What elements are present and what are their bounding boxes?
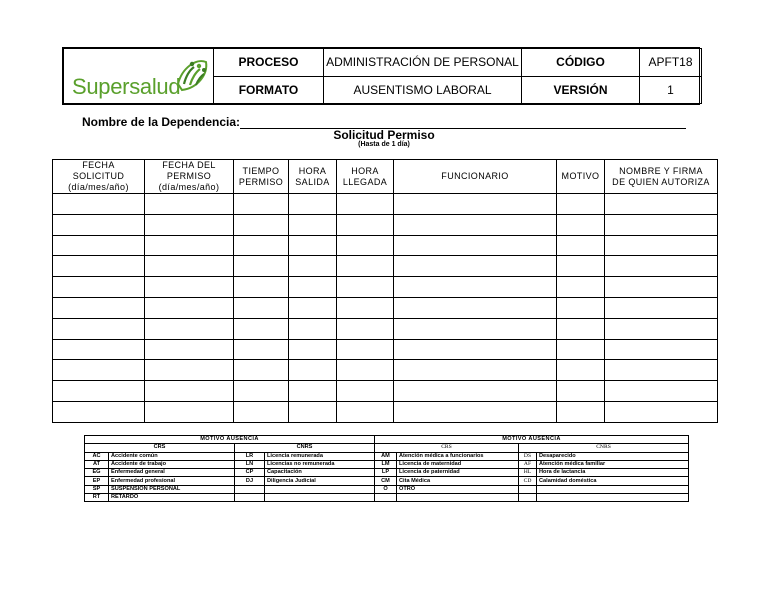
table-row (53, 339, 718, 360)
logo-text: Supersalud (72, 74, 181, 99)
table-cell[interactable] (145, 360, 234, 381)
table-cell[interactable] (53, 194, 145, 215)
column-header-line: (día/mes/año) (68, 182, 129, 192)
column-header-line: LLEGADA (342, 176, 388, 187)
table-cell[interactable] (605, 318, 718, 339)
table-cell[interactable] (605, 214, 718, 235)
table-cell[interactable] (337, 235, 394, 256)
table-cell[interactable] (337, 214, 394, 235)
legend-code: LN (235, 460, 265, 468)
legend-table (84, 435, 689, 502)
table-cell[interactable] (145, 381, 234, 402)
proceso-value: ADMINISTRACIÓN DE PERSONAL (324, 49, 522, 77)
table-cell[interactable] (234, 297, 289, 318)
legend-code: DS (519, 452, 537, 460)
table-cell[interactable] (289, 277, 337, 298)
table-cell[interactable] (145, 297, 234, 318)
table-cell[interactable] (53, 277, 145, 298)
legend-description: Licencia de paternidad (397, 469, 519, 477)
table-cell[interactable] (145, 214, 234, 235)
table-header-row (53, 160, 718, 194)
table-cell[interactable] (394, 401, 557, 422)
legend-row (85, 477, 689, 485)
table-row (53, 235, 718, 256)
table-cell[interactable] (557, 339, 605, 360)
dependency-label: Nombre de la Dependencia: (82, 115, 241, 129)
legend-description: Desaparecido (537, 452, 689, 460)
table-cell[interactable] (289, 256, 337, 277)
table-cell[interactable] (605, 277, 718, 298)
legend-description: Accidente de trabajo (109, 460, 235, 468)
legend-description: Capacitación (265, 469, 375, 477)
column-header-line: HORA (298, 165, 327, 176)
table-row (53, 318, 718, 339)
table-cell[interactable] (289, 318, 337, 339)
table-cell[interactable] (394, 381, 557, 402)
table-cell[interactable] (53, 401, 145, 422)
table-cell[interactable] (234, 277, 289, 298)
table-cell[interactable] (557, 194, 605, 215)
table-cell[interactable] (557, 381, 605, 402)
table-cell[interactable] (234, 339, 289, 360)
table-cell[interactable] (145, 401, 234, 422)
table-cell[interactable] (605, 381, 718, 402)
legend-description: Enfermedad general (109, 469, 235, 477)
table-cell[interactable] (394, 318, 557, 339)
column-header-line: (día/mes/año) (158, 182, 220, 192)
legend-description (537, 494, 689, 502)
table-cell[interactable] (394, 360, 557, 381)
table-cell[interactable] (394, 297, 557, 318)
table-row (53, 277, 718, 298)
legend-description (265, 494, 375, 502)
legend-code: HL (519, 469, 537, 477)
legend-code: SP (85, 485, 109, 493)
column-header-line: FECHA DEL (162, 160, 216, 170)
legend-code (519, 485, 537, 493)
legend-code: LM (375, 460, 397, 468)
table-cell[interactable] (145, 194, 234, 215)
table-cell[interactable] (337, 277, 394, 298)
table-row (53, 401, 718, 422)
table-cell[interactable] (145, 256, 234, 277)
table-cell[interactable] (557, 297, 605, 318)
table-cell[interactable] (337, 360, 394, 381)
column-header-line: DE QUIEN AUTORIZA (612, 176, 710, 187)
table-cell[interactable] (234, 235, 289, 256)
table-cell[interactable] (337, 194, 394, 215)
table-cell[interactable] (289, 297, 337, 318)
form-subtitle: (Hasta de 1 día) (358, 141, 410, 148)
codigo-label: CÓDIGO (522, 49, 640, 77)
table-cell[interactable] (53, 256, 145, 277)
legend-description: Accidente común (109, 452, 235, 460)
table-cell[interactable] (605, 256, 718, 277)
column-header (145, 160, 234, 194)
table-cell[interactable] (337, 401, 394, 422)
table-cell[interactable] (289, 339, 337, 360)
table-cell[interactable] (337, 256, 394, 277)
legend-description: Enfermedad profesional (109, 477, 235, 485)
proceso-label: PROCESO (214, 49, 324, 77)
legend-description: Licencia de maternidad (397, 460, 519, 468)
table-cell[interactable] (234, 214, 289, 235)
legend-description: Calamidad doméstica (537, 477, 689, 485)
form-title: Solicitud Permiso (333, 128, 435, 142)
table-cell[interactable] (289, 235, 337, 256)
legend-code: AT (85, 460, 109, 468)
table-cell[interactable] (53, 318, 145, 339)
column-header (289, 160, 337, 194)
table-row (53, 214, 718, 235)
table-cell[interactable] (53, 235, 145, 256)
table-row (53, 297, 718, 318)
table-cell[interactable] (605, 235, 718, 256)
legend-cnrs-left: CNRS (235, 444, 375, 452)
legend-row (85, 485, 689, 493)
table-cell[interactable] (289, 360, 337, 381)
legend-code: EG (85, 469, 109, 477)
table-cell[interactable] (289, 194, 337, 215)
column-header (557, 160, 605, 194)
table-cell[interactable] (53, 214, 145, 235)
legend-row (85, 494, 689, 502)
legend-description (265, 485, 375, 493)
column-header-line: SALIDA (295, 176, 330, 187)
supersalud-logo-icon (172, 54, 210, 94)
table-cell[interactable] (53, 339, 145, 360)
legend-code: CP (235, 469, 265, 477)
legend-description: Atención médica familiar (537, 460, 689, 468)
table-cell[interactable] (289, 381, 337, 402)
legend-description: Diligencia Judicial (265, 477, 375, 485)
column-header-line: FUNCIONARIO (441, 171, 509, 181)
table-row (53, 381, 718, 402)
legend-crs-left: CRS (85, 444, 235, 452)
version-label: VERSIÓN (522, 76, 640, 104)
table-cell[interactable] (394, 214, 557, 235)
table-cell[interactable] (337, 297, 394, 318)
legend-cnrs-right: CNRS (519, 444, 689, 452)
table-cell[interactable] (557, 235, 605, 256)
legend-code: AM (375, 452, 397, 460)
legend-code: EP (85, 477, 109, 485)
table-row (53, 256, 718, 277)
table-cell[interactable] (605, 297, 718, 318)
table-cell[interactable] (557, 256, 605, 277)
column-header (337, 160, 394, 194)
column-header-line: PERMISO (238, 176, 284, 187)
table-cell[interactable] (394, 194, 557, 215)
table-cell[interactable] (394, 277, 557, 298)
version-value: 1 (640, 76, 702, 104)
legend-row (85, 469, 689, 477)
legend-code: LR (235, 452, 265, 460)
legend-code (519, 494, 537, 502)
legend-code: AF (519, 460, 537, 468)
legend-description: SUSPENSIÓN PERSONAL (109, 485, 235, 493)
column-header (394, 160, 557, 194)
column-header (605, 160, 718, 194)
legend-code: CD (519, 477, 537, 485)
column-header-line: HORA (351, 165, 379, 176)
column-header (234, 160, 289, 194)
table-cell[interactable] (145, 277, 234, 298)
legend-right-title: MOTIVO AUSENCIA (375, 436, 689, 444)
table-cell[interactable] (557, 360, 605, 381)
table-cell[interactable] (289, 214, 337, 235)
column-header-line: PERMISO (166, 171, 212, 181)
legend-description: OTRO (397, 485, 519, 493)
legend-description: Licencias no remunerada (265, 460, 375, 468)
legend-description (537, 485, 689, 493)
table-cell[interactable] (234, 401, 289, 422)
table-cell[interactable] (234, 256, 289, 277)
table-body (53, 194, 718, 423)
table-cell[interactable] (234, 381, 289, 402)
column-header-line: NOMBRE Y FIRMA (619, 165, 703, 176)
table-cell[interactable] (145, 318, 234, 339)
logo (64, 49, 214, 104)
legend-description: Atención médica a funcionarios (397, 452, 519, 460)
legend-code: LP (375, 469, 397, 477)
legend-left-title: MOTIVO AUSENCIA (85, 436, 375, 444)
table-cell[interactable] (53, 297, 145, 318)
table-cell[interactable] (337, 381, 394, 402)
table-cell[interactable] (557, 318, 605, 339)
column-header-line: FECHA (82, 160, 115, 170)
table-cell[interactable] (557, 277, 605, 298)
table-cell[interactable] (234, 360, 289, 381)
table-cell[interactable] (53, 381, 145, 402)
legend-description (397, 494, 519, 502)
table-cell[interactable] (557, 214, 605, 235)
table-cell[interactable] (145, 339, 234, 360)
table-cell[interactable] (557, 401, 605, 422)
column-header-line: TIEMPO (242, 165, 280, 176)
table-cell[interactable] (234, 194, 289, 215)
form-header (62, 47, 700, 105)
formato-value: AUSENTISMO LABORAL (324, 76, 522, 104)
legend-description: RETARDO (109, 494, 235, 502)
table-cell[interactable] (605, 401, 718, 422)
column-header-line: SOLICITUD (72, 171, 125, 181)
table-cell[interactable] (605, 339, 718, 360)
legend-code: AC (85, 452, 109, 460)
legend-description: Hora de lactancia (537, 469, 689, 477)
legend-code: DJ (235, 477, 265, 485)
legend-description: Licencia remunerada (265, 452, 375, 460)
legend-crs-right: CRS (375, 444, 519, 452)
table-cell[interactable] (145, 235, 234, 256)
legend-code (235, 494, 265, 502)
legend-code (235, 485, 265, 493)
legend-code: RT (85, 494, 109, 502)
legend-description: Cita Médica (397, 477, 519, 485)
table-row (53, 194, 718, 215)
table-cell[interactable] (289, 401, 337, 422)
table-cell[interactable] (234, 318, 289, 339)
legend-code (375, 494, 397, 502)
legend-code: CM (375, 477, 397, 485)
table-row (53, 360, 718, 381)
table-cell[interactable] (53, 360, 145, 381)
table-cell[interactable] (605, 360, 718, 381)
table-cell[interactable] (605, 194, 718, 215)
codigo-value: APFT18 (640, 49, 702, 77)
formato-label: FORMATO (214, 76, 324, 104)
column-header (53, 160, 145, 194)
legend-row (85, 460, 689, 468)
permission-table (52, 159, 718, 423)
table-cell[interactable] (394, 256, 557, 277)
table-cell[interactable] (337, 318, 394, 339)
table-cell[interactable] (394, 339, 557, 360)
table-cell[interactable] (394, 235, 557, 256)
column-header-line: MOTIVO (561, 171, 600, 181)
legend-code: O (375, 485, 397, 493)
legend-row (85, 452, 689, 460)
table-cell[interactable] (337, 339, 394, 360)
